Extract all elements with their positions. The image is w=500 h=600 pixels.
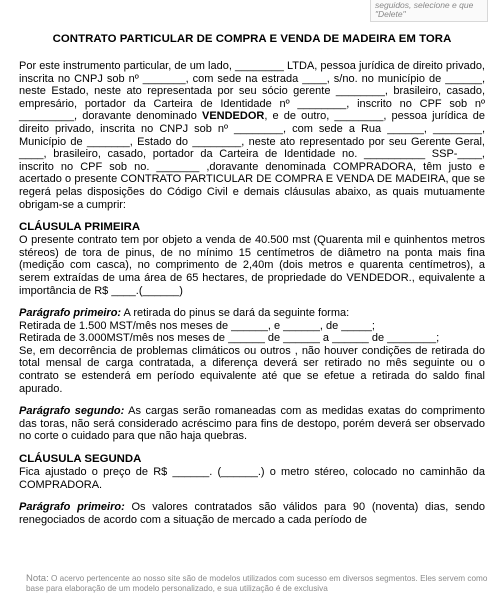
clausula-primeira-body: O presente contrato tem por objeto a venda de 40.500 mst (Quarenta mil e quinhentos metros stéreos) de tora de pinus, de no mínimo 15 centímetros de diâmetro na ponta mais fina (medição com casca), no comprimento de 2,40m (dois metros e quarenta centímetros), a serem extraídas de uma área de 65 hectares, de propriedade do VENDEDOR., equivalente a importância de R$ ____.(______) [19, 234, 485, 297]
contract-page [19, 33, 485, 526]
paragrafo-primeiro-1: Parágrafo primeiro: A retirada do pinus se dará da seguinte forma: [19, 307, 350, 320]
clausula-segunda-body: Fica ajustado o preço de R$ ______. (______.) o metro stéreo, colocado no caminhão da COMPRADORA. [19, 466, 485, 491]
instruction-box [370, 0, 488, 22]
retirada-line-2: Retirada de 3.000MST/mês nos meses de ______ de ______ a ______ de ________; [19, 332, 440, 345]
footer-note [0, 574, 500, 600]
intro-paragraph: Por este instrumento particular, de um lado, ________ LTDA, pessoa jurídica de direito privado, inscrita no CNPJ sob nº _______, com sede na estrada ____, s/no. no município de ______, neste Estado, neste ato representada por seu sócio gerente ________, brasileiro, casado, empresário, portador da Carteira de Identidade nº ________, inscrito no CPF sob nº _________, doravante denominado VENDEDOR, e de outro, ________, pessoa jurídica de direito privado, inscrita no CNPJ sob nº ________, com sede a Rua ______, ________, Município de _______, Estado do ________, neste ato representado por seu Gerente Geral, ____, brasileiro, casado, portador da Carteira de Identidade no. __________ SSP-____, inscrito no CPF sob no. _______ ,doravante denominada COMPRADORA, têm justo e acertado o presente CONTRATO PARTICULAR DE COMPRA E VENDA DE MADEIRA, que se regerá pelas disposições do Código Civil e demais cláusulas abaixo, as quais mutuamente obrigam-se a cumprir: [19, 60, 485, 211]
instruction-line-1: seguidos, selecione e que [375, 0, 474, 10]
clausula-primeira-heading: CLÁUSULA PRIMEIRA [19, 221, 141, 234]
note-label: Nota: [26, 574, 49, 584]
note-text: O acervo pertencente ao nosso site são de modelos utilizados com sucesso em diversos segmentos. Eles servem como base para elaboração de um modelo personalizado, e sua utilização é de exclusiva [26, 574, 488, 593]
contract-title: CONTRATO PARTICULAR DE COMPRA E VENDA DE MADEIRA EM TORA [52, 33, 452, 45]
retirada-line-1: Retirada de 1.500 MST/mês nos meses de ______, e ______, de _____; [19, 319, 375, 332]
paragrafo-segundo-1: Parágrafo segundo: As cargas serão romaneadas com as medidas exatas do comprimento das toras, não será considerado acréscimo para fins de destopo, porém deverá ser observado no corte o cuidado para que não haja quebras. [19, 405, 486, 443]
paragrafo-primeiro-2: Parágrafo primeiro: Os valores contratados são válidos para 90 (noventa) dias, sendo renegociados de acordo com a situação de mercado a cada período de [19, 501, 485, 526]
vendedor-term: VENDEDOR [202, 110, 265, 123]
bottom-fade [0, 560, 500, 574]
instruction-line-2: "Delete" [375, 9, 406, 19]
retirada-body: Se, em decorrência de problemas climáticos ou outros , não houver condições de retirada do total mensal de carga contratada, a diferença deverá ser retirado no mês seguinte ou o contrato se estenderá em período equivalente até que se efetue a retirada do saldo final apurado. [19, 344, 485, 395]
clausula-segunda-heading: CLÁUSULA SEGUNDA [19, 453, 142, 466]
